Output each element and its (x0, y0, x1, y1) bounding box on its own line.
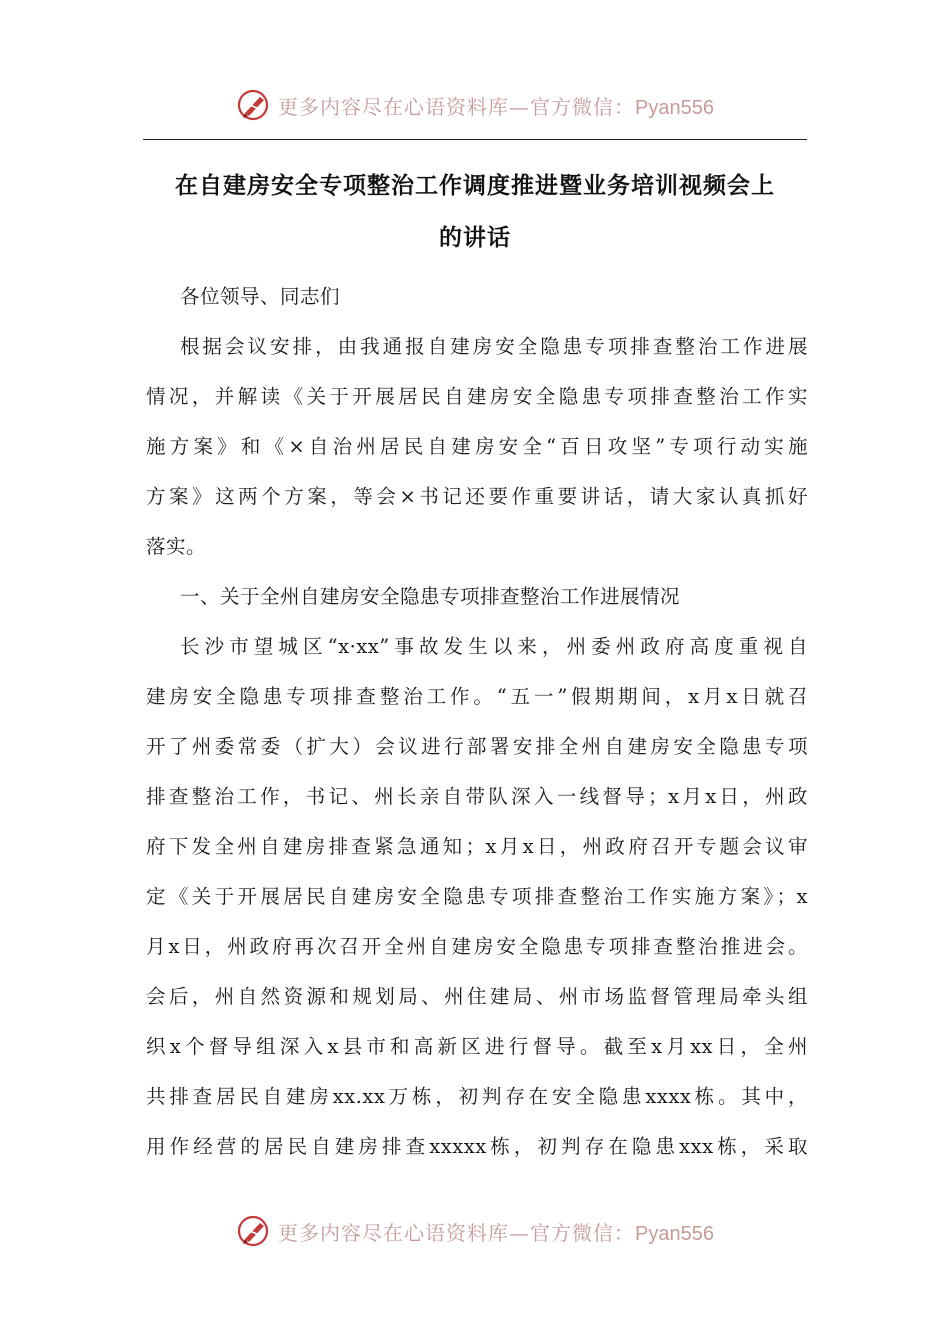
text-line: 落实。 (146, 535, 207, 558)
text-line: 府下发全州自建房排查紧急通知；x月x日，州政府召开专题会议审 (146, 835, 808, 858)
footer-banner (0, 1206, 950, 1256)
text-line: 会后，州自然资源和规划局、州住建局、州市场监督管理局牵头组 (146, 985, 808, 1008)
pen-logo-icon (236, 1213, 272, 1249)
text-line: 情况，并解读《关于开展居民自建房安全隐患专项排查整治工作实 (146, 385, 808, 408)
text-line: 月x日，州政府再次召开全州自建房安全隐患专项排查整治推进会。 (146, 935, 808, 958)
text-line: 建房安全隐患专项排查整治工作。“五一”假期期间，x月x日就召 (146, 685, 808, 708)
pen-logo-icon (236, 87, 272, 123)
text-line: 定《关于开展居民自建房安全隐患专项排查整治工作实施方案》；x (146, 885, 808, 908)
text-line: 织x个督导组深入x县市和高新区进行督导。截至x月xx日，全州 (146, 1035, 808, 1058)
header-banner-text: 更多内容尽在心语资料库—官方微信：Pyan556 (278, 94, 714, 119)
salutation: 各位领导、同志们 (180, 285, 341, 308)
document-title (143, 160, 807, 264)
text-line: 方案》这两个方案，等会×书记还要作重要讲话，请大家认真抓好 (146, 485, 808, 508)
text-line: 施方案》和《×自治州居民自建房安全“百日攻坚”专项行动实施 (146, 435, 808, 458)
title-line-1: 在自建房安全专项整治工作调度推进暨业务培训视频会上 (175, 173, 775, 199)
text-line: 长沙市望城区“x·xx”事故发生以来，州委州政府高度重视自 (180, 635, 808, 658)
header-banner (0, 80, 950, 130)
text-line: 共排查居民自建房xx.xx万栋，初判存在安全隐患xxxx栋。其中， (146, 1085, 808, 1108)
header-divider (143, 139, 807, 140)
document-body (146, 272, 808, 1172)
text-line: 用作经营的居民自建房排查xxxxx栋，初判存在隐患xxx栋，采取 (146, 1135, 808, 1158)
text-line: 排查整治工作，书记、州长亲自带队深入一线督导；x月x日，州政 (146, 785, 808, 808)
text-line: 开了州委常委（扩大）会议进行部署安排全州自建房安全隐患专项 (146, 735, 808, 758)
title-line-2: 的讲话 (439, 225, 511, 251)
text-line: 根据会议安排，由我通报自建房安全隐患专项排查整治工作进展 (180, 335, 808, 358)
footer-banner-text: 更多内容尽在心语资料库—官方微信：Pyan556 (278, 1220, 714, 1245)
section-heading: 一、关于全州自建房安全隐患专项排查整治工作进展情况 (180, 585, 681, 608)
